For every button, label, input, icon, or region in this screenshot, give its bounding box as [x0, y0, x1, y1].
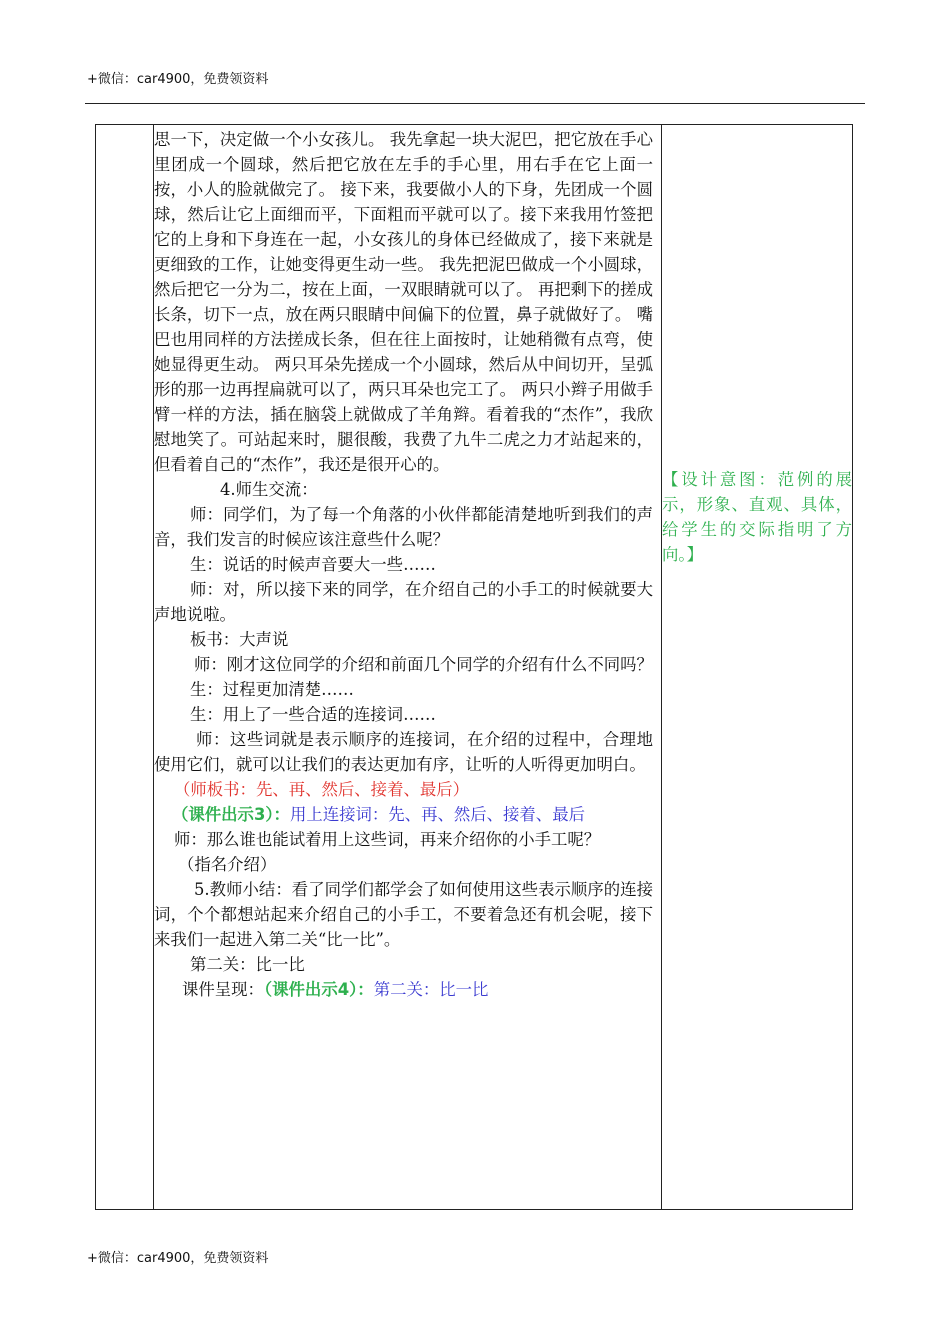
step-5-summary: 5.教师小结：看了同学们都学会了如何使用这些表示顺序的连接词，个个都想站起来介绍自己的小手工，不要着急还有机会呢，接下来我们一起进入第二关“比一比”。	[154, 880, 653, 949]
teacher-line-3: 师：刚才这位同学的介绍和前面几个同学的介绍有什么不同吗？	[194, 655, 653, 674]
column-divider-right	[661, 125, 662, 1209]
named-introduction: （指名介绍）	[178, 855, 277, 874]
teacher-line-1: 师：同学们，为了每一个角落的小伙伴都能清楚地听到我们的声音，我们发言的时候应该注意些什么呢？	[154, 505, 653, 549]
student-line-2: 生：过程更加清楚……	[190, 680, 354, 699]
board-writing-2: （师板书：先、再、然后、接着、最后）	[174, 780, 470, 799]
student-line-1: 生：说话的时候声音要大一些……	[190, 555, 436, 574]
courseware-3-line	[154, 802, 653, 827]
courseware-3-text: 用上连接词：先、再、然后、接着、最后	[289, 805, 585, 824]
student-line-3: 生：用上了一些合适的连接词……	[190, 705, 436, 724]
footer-note: +微信：car4900，免费领资料	[87, 1251, 269, 1266]
board-writing-1: 板书：大声说	[190, 630, 289, 649]
teaching-process-cell	[154, 127, 653, 1002]
courseware-4-label: （课件出示4）：	[263, 980, 374, 999]
teacher-line-4: 师：这些词就是表示顺序的连接词，在介绍的过程中，合理地使用它们，就可以让我们的表达更加有序，让听的人听得更加明白。	[154, 730, 653, 774]
courseware-4-text: 第二关：比一比	[373, 980, 489, 999]
level-2-heading: 第二关：比一比	[190, 955, 305, 974]
lesson-table	[95, 124, 853, 1210]
step-4-heading: 4.师生交流：	[220, 480, 318, 499]
teacher-line-5: 师：那么谁也能试着用上这些词，再来介绍你的小手工呢？	[174, 830, 601, 849]
courseware-4-prefix: 课件呈现：	[182, 980, 264, 999]
story-paragraph: 思一下，决定做一个小女孩儿。 我先拿起一块大泥巴，把它放在手心里团成一个圆球，然后把它放在左手的手心里，用右手在它上面一按，小人的脸就做完了。 接下来，我要做小人的下身，先团成一个圆球，然后让它上面细而平，下面粗而平就可以了。接下来我用竹签把它的上身和下身连在一起，小女孩儿的身体已经做成了，接下来就是更细致的工作，让她变得更生动一些。 我先把泥巴做成一个小圆球，然后把它一分为二，按在上面，一双眼睛就可以了。 再把剩下的搓成长条，切下一点，放在两只眼睛中间偏下的位置，鼻子就做好了。 嘴巴也用同样的方法搓成长条，但在往上面按时，让她稍微有点弯，使她显得更生动。 两只耳朵先搓成一个小圆球，然后从中间切开，呈弧形的那一边再捏扁就可以了，两只耳朵也完工了。 两只小辫子用做手臂一样的方法，插在脑袋上就做成了羊角辫。看着我的“杰作”，我欣慰地笑了。可站起来时，腿很酸，我费了九牛二虎之力才站起来的，但看着自己的“杰作”，我还是很开心的。	[154, 130, 653, 474]
header-note: +微信：car4900，免费领资料	[87, 72, 269, 87]
courseware-3-label: （课件出示3）：	[172, 805, 290, 824]
teacher-line-2: 师：对，所以接下来的同学，在介绍自己的小手工的时候就要大声地说啦。	[154, 580, 653, 624]
design-intent-note: 【设计意图：范例的展示，形象、直观、具体，给学生的交际指明了方向。】	[662, 470, 852, 564]
header-divider	[85, 103, 865, 104]
courseware-4-line	[154, 977, 653, 1002]
